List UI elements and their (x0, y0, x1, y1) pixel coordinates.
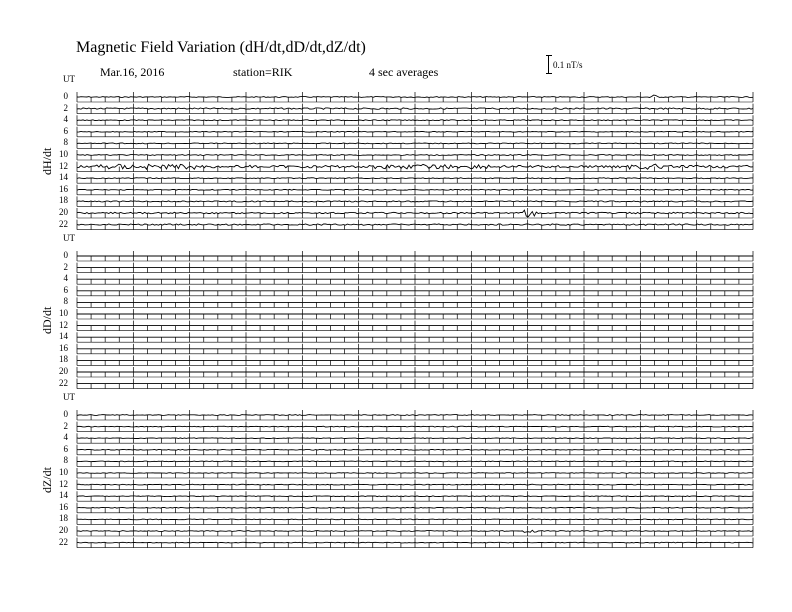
hour-label: 10 (59, 308, 68, 318)
trace-row (77, 115, 753, 125)
trace-row (77, 321, 753, 331)
hour-label: 2 (63, 420, 68, 431)
hour-label: 22 (59, 377, 68, 388)
series-line (77, 519, 753, 520)
hour-label: 18 (59, 354, 68, 365)
ut-label: UT (63, 74, 75, 84)
hour-label: 8 (63, 296, 68, 307)
hour-label: 16 (59, 183, 68, 194)
trace-row (77, 410, 753, 420)
trace-row (77, 379, 753, 389)
trace-row (77, 538, 753, 548)
trace-row (77, 514, 753, 524)
figure-title: Magnetic Field Variation (dH/dt,dD/dt,dZ/dt) (76, 39, 366, 56)
ut-label: UT (63, 392, 75, 402)
series-line (77, 542, 753, 543)
trace-row (77, 344, 753, 354)
hour-label: 14 (59, 490, 68, 501)
hour-label: 14 (59, 331, 68, 342)
hour-label: 0 (63, 250, 68, 260)
hour-label: 22 (59, 536, 68, 547)
trace-row (77, 503, 753, 513)
trace-row (77, 332, 753, 342)
hour-label: 6 (63, 125, 68, 136)
date-label: Mar.16, 2016 (100, 65, 165, 79)
trace-row (77, 251, 753, 261)
hour-label: 4 (63, 114, 68, 125)
hour-label: 6 (63, 284, 68, 295)
trace-row (77, 150, 753, 160)
hour-label: 20 (59, 207, 68, 217)
trace-row (77, 127, 753, 137)
trace-row (77, 445, 753, 455)
panel-ylabel: dZ/dt (40, 467, 54, 493)
trace-row (77, 92, 753, 102)
hour-label: 12 (59, 478, 68, 489)
hour-label: 22 (59, 218, 68, 229)
trace-row (77, 367, 753, 377)
trace-row (77, 196, 753, 206)
trace-row (77, 274, 753, 284)
hour-label: 14 (59, 172, 68, 183)
trace-row (77, 286, 753, 296)
hour-label: 18 (59, 513, 68, 524)
hour-label: 18 (59, 195, 68, 206)
scale-label: 0.1 nT/s (553, 60, 583, 70)
trace-row (77, 104, 753, 114)
trace-row (77, 173, 753, 183)
averaging-label: 4 sec averages (369, 65, 439, 79)
trace-row (77, 263, 753, 273)
trace-row (77, 355, 753, 365)
hour-label: 12 (59, 160, 68, 171)
hour-label: 12 (59, 319, 68, 330)
hour-label: 10 (59, 467, 68, 477)
series-line (77, 438, 753, 439)
trace-row (77, 433, 753, 443)
hour-label: 6 (63, 443, 68, 454)
trace-row (77, 138, 753, 148)
hour-label: 20 (59, 525, 68, 535)
trace-row (77, 208, 753, 218)
trace-row (77, 220, 753, 230)
trace-row (77, 162, 753, 172)
hour-label: 2 (63, 261, 68, 272)
hour-label: 0 (63, 91, 68, 101)
series-line (77, 131, 753, 132)
hour-label: 20 (59, 366, 68, 376)
station-label: station=RIK (233, 65, 293, 79)
hour-label: 8 (63, 137, 68, 148)
trace-row (77, 297, 753, 307)
trace-row (77, 468, 753, 478)
trace-row (77, 480, 753, 490)
trace-row (77, 456, 753, 466)
ut-label: UT (63, 233, 75, 243)
hour-label: 10 (59, 149, 68, 159)
trace-row (77, 491, 753, 501)
trace-row (77, 309, 753, 319)
trace-row (77, 185, 753, 195)
hour-label: 0 (63, 409, 68, 419)
hour-label: 8 (63, 455, 68, 466)
panel-ylabel: dH/dt (40, 147, 54, 175)
series-line (77, 189, 753, 190)
hour-label: 16 (59, 501, 68, 512)
hour-label: 4 (63, 432, 68, 443)
hour-label: 4 (63, 273, 68, 284)
hour-label: 2 (63, 102, 68, 113)
trace-row (77, 422, 753, 432)
trace-row (77, 526, 753, 536)
hour-label: 16 (59, 342, 68, 353)
panel-ylabel: dD/dt (40, 306, 54, 334)
